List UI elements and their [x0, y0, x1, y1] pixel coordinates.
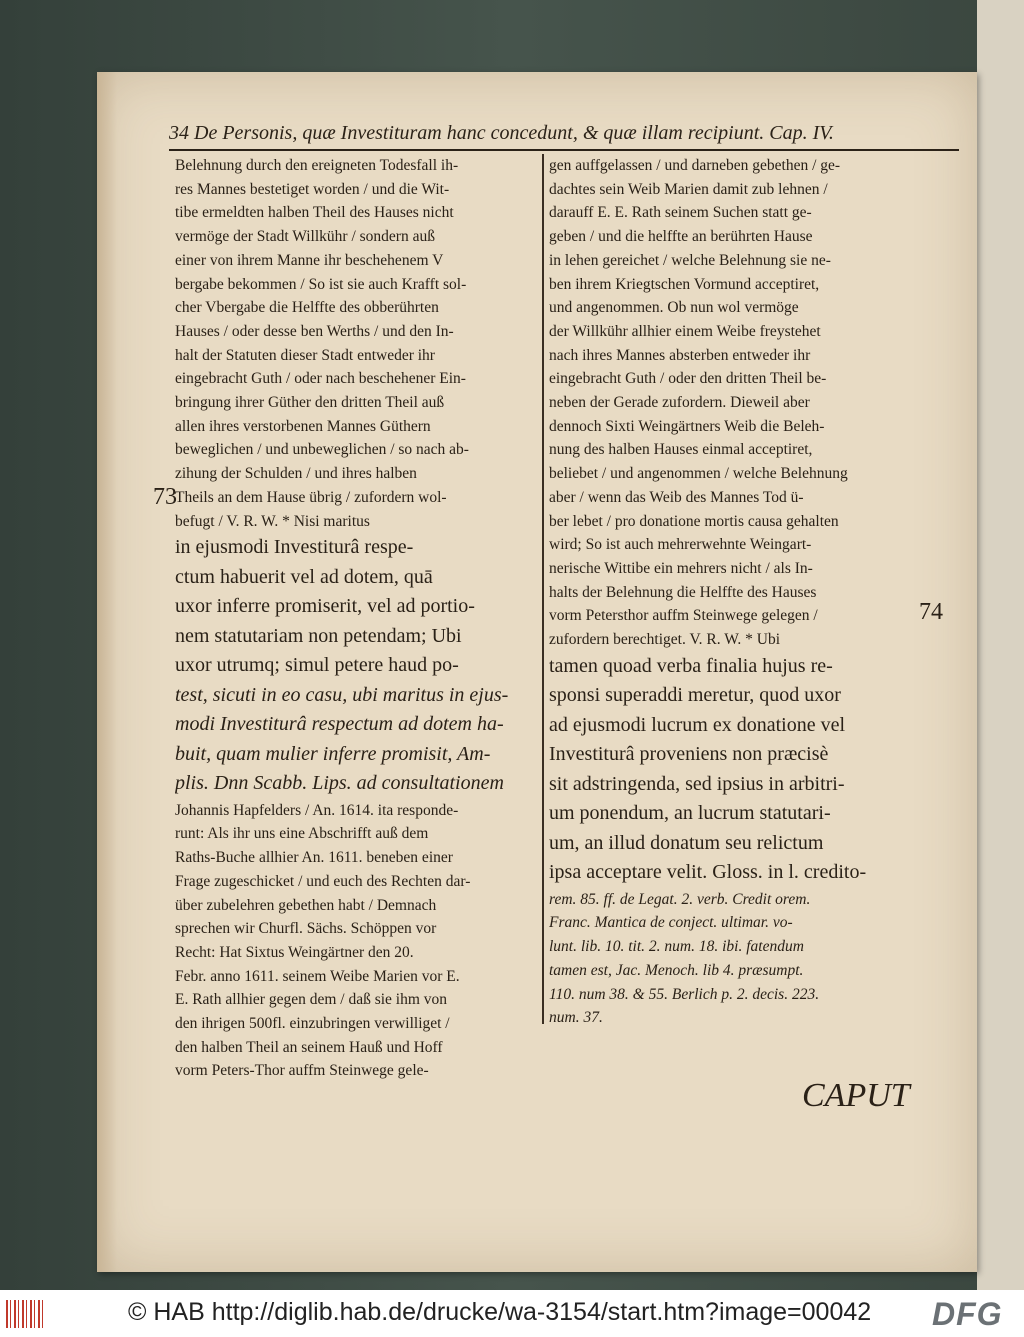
latin-line: sponsi superaddi meretur, quod uxor [549, 684, 841, 707]
text-line: Belehnung durch den ereigneten Todesfall ih- [175, 157, 459, 174]
text-line: vorm Peters-Thor auffm Steinwege gele- [175, 1062, 429, 1080]
catchword: CAPUT [802, 1077, 910, 1114]
hab-barcode-icon [6, 1300, 44, 1328]
text-line: halts der Belehnung die Helffte des Hauses [549, 583, 817, 601]
text-line: vermöge der Stadt Willkühr / sondern auß [175, 228, 435, 246]
latin-line: ad ejusmodi lucrum ex donatione vel [549, 713, 846, 736]
book-page [97, 72, 977, 1272]
text-line: in lehen gereichet / welche Belehnung sie ne- [549, 251, 831, 269]
text-line: beliebet / und angenommen / welche Belehnung [549, 465, 848, 483]
right-german-block [549, 154, 909, 652]
text-line: darauff E. E. Rath seinem Suchen statt ge- [549, 204, 812, 222]
text-line: aber / wenn das Weib des Mannes Tod ü- [549, 488, 804, 506]
text-line: neben der Gerade zufordern. Dieweil aber [549, 394, 810, 412]
latin-line: modi Investiturâ respectum ad dotem ha- [175, 713, 504, 736]
text-line: der Willkühr allhier einem Weibe freystehet [549, 322, 821, 340]
text-line: cher Vbergabe die Helffte des obberührten [175, 299, 439, 317]
text-line: eingebracht Guth / oder den dritten Theil be- [549, 370, 827, 388]
latin-line: ctum habuerit vel ad dotem, quā [175, 565, 433, 588]
right-citation-block [549, 888, 909, 1030]
text-line: halt der Statuten dieser Stadt entweder ihr [175, 346, 435, 364]
citation-line: 110. num 38. & 55. Berlich p. 2. decis. 223. [549, 985, 820, 1003]
left-tail-block [175, 799, 537, 1083]
citation-line: Franc. Mantica de conject. ultimar. vo- [549, 914, 793, 932]
citation-line: tamen est, Jac. Menoch. lib 4. præsumpt. [549, 961, 804, 979]
text-line: ben ihrem Kriegtschen Vormund acceptiret, [549, 275, 820, 293]
text-line: beweglichen / und unbeweglichen / so nach ab- [175, 441, 469, 459]
latin-line: sit adstringenda, sed ipsius in arbitri- [549, 772, 845, 795]
text-line: nung des halben Hauses einmal acceptiret, [549, 441, 813, 459]
text-line: bringung ihrer Güther den dritten Theil auß [175, 394, 445, 412]
text-line: wird; So ist auch mehrerwehnte Weingart- [549, 536, 812, 554]
text-line: zufordern berechtiget. V. R. W. * Ubi [549, 631, 781, 649]
text-line: Raths-Buche allhier An. 1611. beneben einer [175, 849, 453, 867]
text-line: Johannis Hapfelders / An. 1614. ita responde- [175, 801, 459, 819]
text-line: dachtes sein Weib Marien damit zub lehnen / [549, 180, 828, 198]
latin-line: ipsa acceptare velit. Gloss. in l. credito- [549, 861, 867, 884]
left-german-block [175, 154, 537, 533]
text-line: ber lebet / pro donatione mortis causa gehalten [549, 512, 839, 530]
latin-line: in ejusmodi Investiturâ respe- [175, 536, 414, 559]
text-line: eingebracht Guth / oder nach beschehener Ein- [175, 370, 466, 388]
text-line: runt: Als ihr uns eine Abschrifft auß dem [175, 825, 429, 843]
latin-line: test, sicuti in eo casu, ubi maritus in ejus- [175, 683, 509, 706]
citation-line: rem. 85. ff. de Legat. 2. verb. Credit orem. [549, 890, 811, 908]
latin-line: buit, quam mulier inferre promisit, Am- [175, 742, 491, 765]
text-line: über zubelehren gebethen habt / Demnach [175, 896, 437, 914]
text-line: Recht: Hat Sixtus Weingärtner den 20. [175, 943, 414, 961]
text-line: Febr. anno 1611. seinem Weibe Marien vor E. [175, 967, 460, 985]
citation-line: num. 37. [549, 1009, 603, 1027]
latin-line: um ponendum, an lucrum statutari- [549, 802, 831, 825]
margin-number-left: 73 [153, 484, 177, 510]
text-line: vorm Petersthor auffm Steinwege gelegen / [549, 607, 818, 625]
text-line: E. Rath allhier gegen dem / daß sie ihm von [175, 991, 448, 1009]
citation-line: lunt. lib. 10. tit. 2. num. 18. ibi. fatendum [549, 938, 804, 956]
text-line: nach ihres Mannes absterben entweder ihr [549, 346, 811, 364]
latin-line: um, an illud donatum seu relictum [549, 831, 824, 854]
text-line: gen auffgelassen / und darneben gebethen / ge- [549, 157, 841, 174]
margin-number-right: 74 [919, 599, 943, 625]
column-divider [542, 154, 544, 1024]
footer-bar [0, 1290, 1024, 1337]
viewer-edge-strip [977, 0, 1024, 1290]
right-column [549, 154, 909, 1030]
text-line: befugt / V. R. W. * Nisi maritus [175, 512, 370, 530]
text-line: dennoch Sixti Weingärtners Weib die Beleh- [549, 417, 825, 435]
text-line: sprechen wir Churfl. Sächs. Schöppen vor [175, 920, 437, 938]
latin-line: uxor utrumq; simul petere haud po- [175, 654, 459, 677]
text-line: Frage zugeschicket / und euch des Rechten dar- [175, 872, 471, 890]
text-line: einer von ihrem Manne ihr beschehenem V [175, 251, 444, 269]
latin-line: tamen quoad verba finalia hujus re- [549, 654, 833, 677]
text-line: nerische Wittibe ein mehrers nicht / als In- [549, 559, 813, 577]
latin-line: plis. Dnn Scabb. Lips. ad consultationem [175, 772, 504, 795]
text-line: allen ihres verstorbenen Mannes Güthern [175, 417, 431, 435]
text-line: den halben Theil an seinem Hauß und Hoff [175, 1038, 443, 1056]
left-latin-block [175, 533, 537, 799]
right-latin-block [549, 652, 909, 888]
running-header: 34 De Personis, quæ Investituram hanc concedunt, & quæ illam recipiunt. Cap. IV. [169, 122, 959, 151]
dfg-logo: DFG [932, 1296, 1003, 1332]
text-line: res Mannes bestetiget worden / und die Wit- [175, 180, 450, 198]
left-column [175, 154, 537, 1083]
footer-credit-link[interactable]: © HAB http://diglib.hab.de/drucke/wa-3154/start.htm?image=00042 [128, 1298, 872, 1326]
page-binding-shadow [97, 72, 117, 1272]
latin-line: Investiturâ proveniens non præcisè [549, 743, 829, 766]
latin-line: nem statutariam non petendam; Ubi [175, 624, 462, 647]
text-line: den ihrigen 500fl. einzubringen verwilliget / [175, 1015, 450, 1033]
latin-line: uxor inferre promiserit, vel ad portio- [175, 595, 475, 618]
text-line: Theils an dem Hause übrig / zufordern wol- [175, 488, 447, 506]
text-line: tibe ermeldten halben Theil des Hauses nicht [175, 204, 454, 222]
text-line: und angenommen. Ob nun wol vermöge [549, 299, 799, 317]
text-line: Hauses / oder desse ben Werths / und den In- [175, 322, 454, 340]
text-line: bergabe bekommen / So ist sie auch Krafft sol- [175, 275, 467, 293]
text-line: zihung der Schulden / und ihres halben [175, 465, 417, 483]
text-line: geben / und die helffte an berührten Hause [549, 228, 813, 246]
